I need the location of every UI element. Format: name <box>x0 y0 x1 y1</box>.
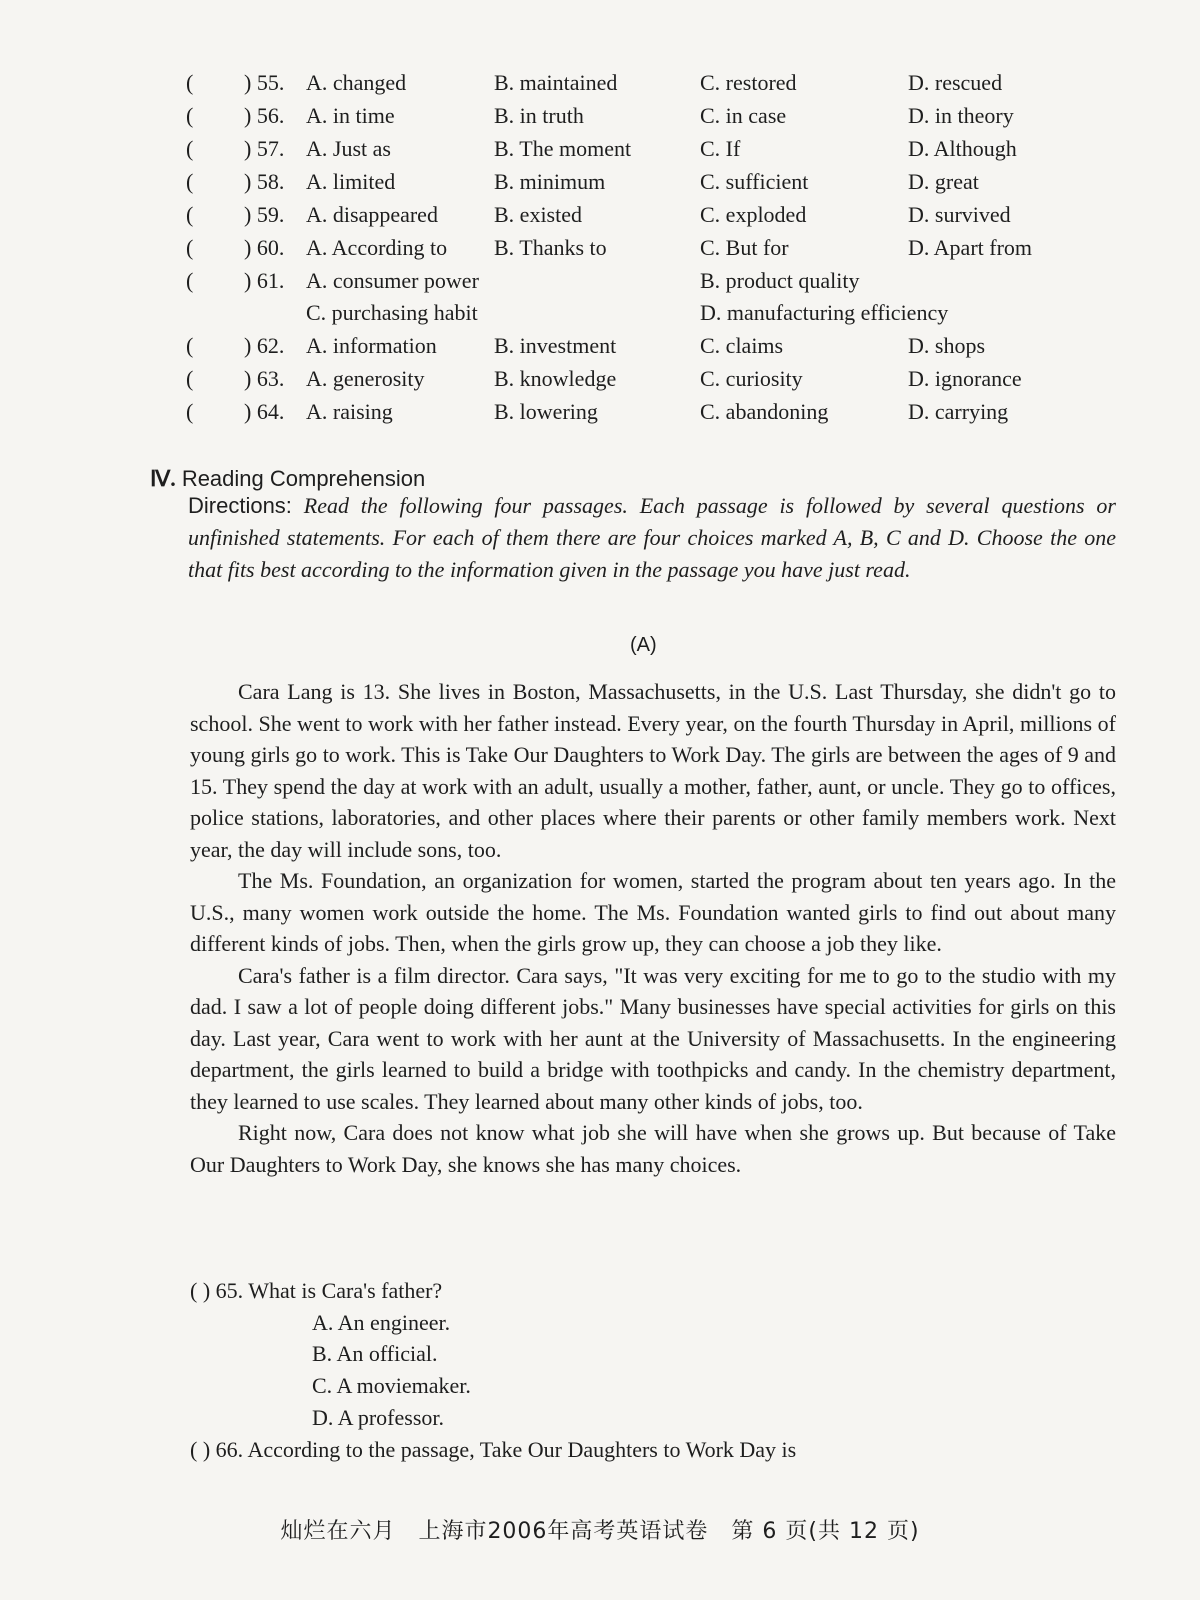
question-number: ) 61. <box>244 268 285 293</box>
answer-blank: ( <box>186 399 194 424</box>
option-a: A. changed <box>306 70 407 95</box>
option-c: C. sufficient <box>700 169 809 194</box>
option-b: B. The moment <box>494 136 632 161</box>
option-b: B. maintained <box>494 70 618 95</box>
section-number: Ⅳ. <box>150 466 176 491</box>
option-a: A. disappeared <box>306 202 438 227</box>
option-d: D. Although <box>908 136 1017 161</box>
question-number: ) 56. <box>244 103 285 128</box>
answer-blank: ( <box>186 366 194 391</box>
option-d: D. shops <box>908 333 986 358</box>
answer-blank: ( <box>186 235 194 260</box>
paragraph: The Ms. Foundation, an organization for women, started the program about ten years ago. In the U.S., many women work outside the home. The Ms. Foundation wanted girls to find out about many different kinds of jobs. Then, when the girls grow up, they can choose a job they like. <box>190 868 1116 956</box>
option-b: B. existed <box>494 202 582 227</box>
answer-blank: ( <box>186 103 194 128</box>
question-option: A. An engineer. <box>312 1310 451 1335</box>
option-a: A. Just as <box>306 136 391 161</box>
option-c: B. product quality <box>700 268 860 293</box>
option-a: A. information <box>306 333 437 358</box>
question-number: ) 64. <box>244 399 285 424</box>
question-option: C. A moviemaker. <box>312 1373 471 1398</box>
answer-blank: ( <box>186 70 194 95</box>
passage-label: (A) <box>630 634 657 656</box>
option-a: A. limited <box>306 169 396 194</box>
question-number: ) 55. <box>244 70 285 95</box>
option-a: A. consumer power <box>306 268 479 293</box>
question-66: ( ) 66. According to the passage, Take Our Daughters to Work Day is <box>190 1437 797 1462</box>
section-title: Reading Comprehension <box>181 466 426 491</box>
option-d: D. ignorance <box>908 366 1022 391</box>
answer-blank: ( <box>186 202 194 227</box>
option-a: A. raising <box>306 399 393 424</box>
option-d: D. great <box>908 169 979 194</box>
section-heading <box>150 466 425 492</box>
question-number: ) 57. <box>244 136 285 161</box>
option-c: C. If <box>700 136 741 161</box>
option-b: B. investment <box>494 333 617 358</box>
option-a: C. purchasing habit <box>306 300 478 325</box>
option-b: B. Thanks to <box>494 235 607 260</box>
option-b: B. lowering <box>494 399 598 424</box>
question-option: D. A professor. <box>312 1405 444 1430</box>
option-c: C. But for <box>700 235 789 260</box>
question-number: ) 59. <box>244 202 285 227</box>
option-c: C. claims <box>700 333 784 358</box>
option-c: C. curiosity <box>700 366 803 391</box>
option-a: A. According to <box>306 235 448 260</box>
paragraph: Cara's father is a film director. Cara says, "It was very exciting for me to go to the studio with my dad. I saw a lot of people doing different jobs." Many businesses have special activities for girls on this day. Last year, Cara went to work with her aunt at the University of Massachusetts. In the engineering department, the girls learned to build a bridge with toothpicks and candy. In the chemistry department, they learned to use scales. They learned about many other kinds of jobs, too. <box>190 962 1116 1114</box>
option-b: B. minimum <box>494 169 606 194</box>
question-option: B. An official. <box>312 1341 438 1366</box>
option-c: C. in case <box>700 103 787 128</box>
question-number: ) 58. <box>244 169 285 194</box>
answer-blank: ( <box>186 136 194 161</box>
option-d: D. Apart from <box>908 235 1033 260</box>
option-d: D. survived <box>908 202 1011 227</box>
option-d: D. in theory <box>908 103 1014 128</box>
option-b: B. knowledge <box>494 366 617 391</box>
question-number: ) 62. <box>244 333 285 358</box>
passage-a <box>190 676 1116 1180</box>
paragraph: Cara Lang is 13. She lives in Boston, Massachusetts, in the U.S. Last Thursday, she didn't go to school. She went to work with her father instead. Every year, on the fourth Thursday in April, millions of young girls go to work. This is Take Our Daughters to Work Day. The girls are between the ages of 9 and 15. They spend the day at work with an adult, usually a mother, father, aunt, or uncle. They go to offices, police stations, laboratories, and other places where their parents or other family members work. Next year, the day will include sons, too. <box>190 679 1116 862</box>
answer-blank: ( <box>186 169 194 194</box>
question-number: ) 63. <box>244 366 285 391</box>
question-number: ) 60. <box>244 235 285 260</box>
question-65: ( ) 65. What is Cara's father? <box>190 1278 443 1303</box>
directions <box>188 490 1116 586</box>
answer-blank: ( <box>186 333 194 358</box>
option-a: A. in time <box>306 103 395 128</box>
page-footer: 灿烂在六月 上海市2006年高考英语试卷 第 6 页(共 12 页) <box>280 1519 920 1544</box>
option-b: B. in truth <box>494 103 584 128</box>
option-c: C. exploded <box>700 202 807 227</box>
option-c: C. restored <box>700 70 797 95</box>
paragraph: Right now, Cara does not know what job she will have when she grows up. But because of Take Our Daughters to Work Day, she knows she has many choices. <box>190 1120 1116 1177</box>
directions-label: Directions: <box>188 493 292 518</box>
option-d: D. carrying <box>908 399 1009 424</box>
directions-text: Read the following four passages. Each passage is followed by several questions or unfinished statements. For each of them there are four choices marked A, B, C and D. Choose the one that fits best according to the information given in the passage you have just read. <box>188 493 1116 582</box>
option-c: C. abandoning <box>700 399 829 424</box>
option-c: D. manufacturing efficiency <box>700 300 949 325</box>
option-d: D. rescued <box>908 70 1003 95</box>
answer-blank: ( <box>186 268 194 293</box>
option-a: A. generosity <box>306 366 425 391</box>
